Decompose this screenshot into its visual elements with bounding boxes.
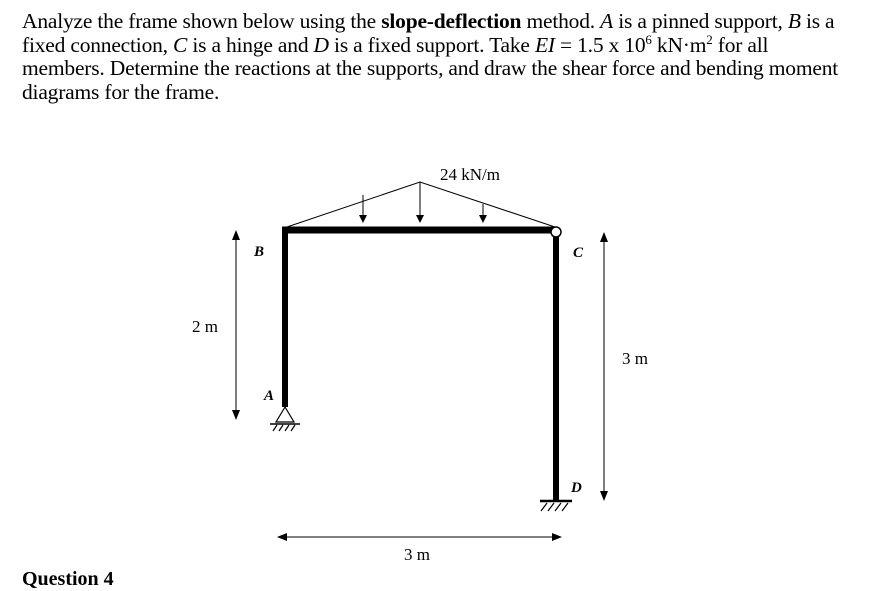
ei-symbol: EI [534, 32, 555, 57]
hinge-c [551, 227, 561, 237]
dimension-bottom-label: 3 m [404, 545, 430, 564]
dimension-right-label: 3 m [622, 349, 648, 368]
dimension-left-label: 2 m [192, 317, 218, 336]
node-label-d: D [571, 480, 582, 496]
load-label: 24 kN/m [440, 165, 500, 184]
pinned-support-a [270, 407, 300, 431]
node-label-a: A [264, 388, 275, 404]
problem-closing: for all members. Determine the reactions at the supports, and draw the shear force and bending moment diagrams for the frame. [22, 32, 839, 104]
frame-members [282, 227, 561, 500]
node-label-c: C [573, 245, 584, 261]
problem-text-segment: is a pinned support, [613, 9, 788, 33]
method-name: slope-deflection [381, 9, 522, 33]
dimension-left [232, 230, 240, 420]
dimension-bottom [277, 533, 562, 541]
ei-exponent: 6 [645, 31, 652, 47]
problem-intro: Analyze the frame shown below using the [22, 9, 382, 33]
load-outline [284, 182, 558, 228]
fixed-support-d [540, 501, 572, 511]
problem-text-segment: method. [521, 9, 601, 33]
ei-units-exponent: 2 [706, 31, 713, 47]
ei-value: = 1.5 x 10 [554, 32, 646, 57]
node-label-b: B [254, 244, 265, 260]
distributed-load [284, 182, 558, 228]
dimension-right [600, 232, 608, 501]
ei-units: kN·m [651, 32, 707, 57]
problem-text-segment: is a hinge and [187, 32, 314, 57]
connection-b-symbol: B [787, 9, 801, 33]
next-question-heading: Question 4 [22, 568, 114, 590]
problem-text-segment: is a fixed connection, [22, 9, 835, 57]
hinge-c-symbol: C [173, 32, 188, 57]
support-d-symbol: D [313, 32, 329, 57]
problem-text-segment: is a fixed support. Take [328, 32, 535, 57]
support-a-symbol: A [600, 9, 614, 33]
